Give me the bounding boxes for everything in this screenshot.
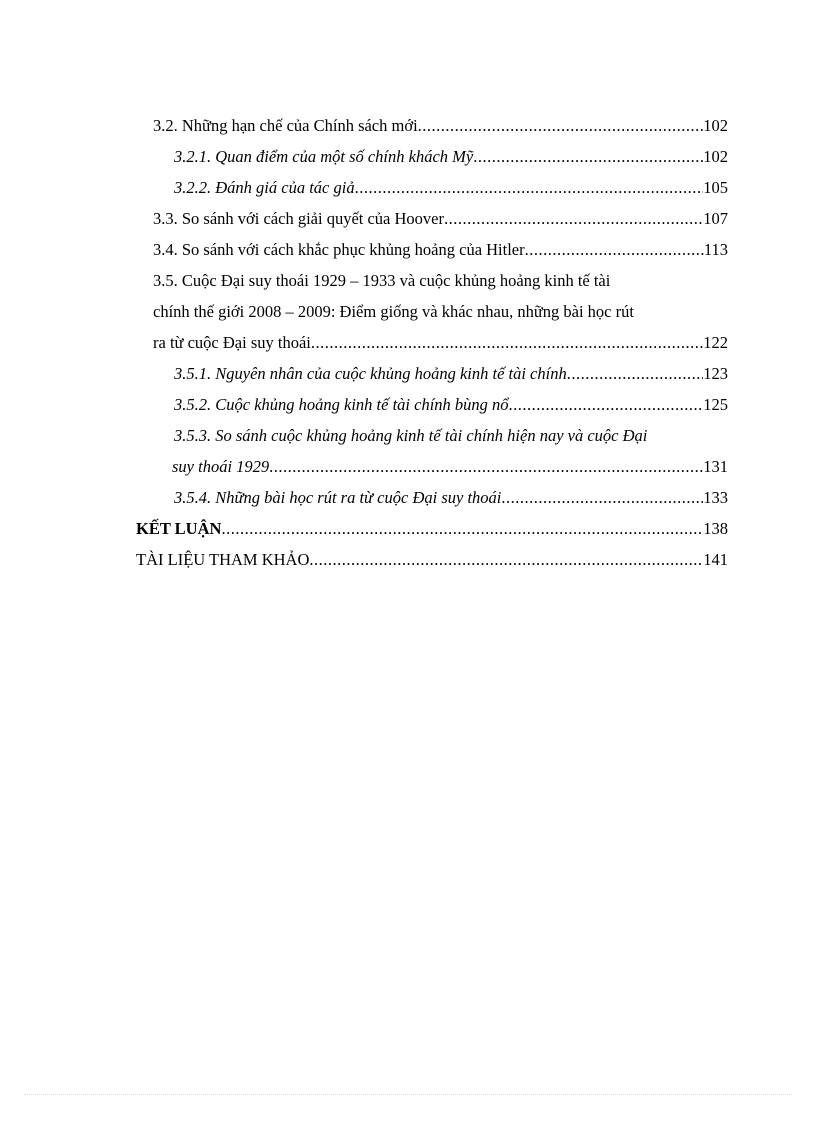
toc-leader-dots — [418, 110, 704, 141]
toc-entry-title: 3.4. So sánh với cách khắc phục khủng hoảng của Hitler — [153, 240, 525, 259]
toc-entry — [136, 110, 728, 141]
toc-entry — [136, 141, 728, 172]
toc-entry — [136, 544, 728, 575]
toc-page-number: 131 — [703, 457, 728, 476]
toc-page-number: 107 — [703, 209, 728, 228]
toc-entry-title: ra từ cuộc Đại suy thoái — [153, 333, 311, 352]
toc-entry — [136, 482, 728, 513]
toc-page-number: 123 — [703, 364, 728, 383]
toc-entry-title: 3.2.2. Đánh giá của tác giả — [174, 178, 355, 197]
toc-entry-title: 3.5.2. Cuộc khủng hoảng kinh tế tài chính bùng nổ — [174, 395, 509, 414]
toc-leader-dots — [355, 172, 704, 203]
toc-entry — [136, 451, 728, 482]
toc-entry — [136, 234, 728, 265]
toc-leader-dots — [221, 513, 703, 544]
toc-entry-title: KẾT LUẬN — [136, 519, 222, 538]
toc-entry-title: 3.5.4. Những bài học rút ra từ cuộc Đại suy thoái — [174, 488, 502, 507]
toc-leader-dots — [509, 389, 704, 420]
toc-entry-title: suy thoái 1929 — [172, 457, 270, 476]
toc-entry-title: 3.2.1. Quan điểm của một số chính khách Mỹ — [174, 147, 474, 166]
toc-entry — [136, 513, 728, 544]
toc-entry — [136, 389, 728, 420]
toc-leader-dots — [567, 358, 704, 389]
toc-entry-title: 3.5.1. Nguyên nhân của cuộc khủng hoảng kinh tế tài chính — [174, 364, 567, 383]
toc-page-number: 122 — [703, 333, 728, 352]
toc-entry-line: 3.5.3. So sánh cuộc khủng hoảng kinh tế tài chính hiện nay và cuộc Đại — [174, 426, 648, 445]
toc-entry — [136, 203, 728, 234]
toc-entry — [136, 327, 728, 358]
toc-entry-title: TÀI LIỆU THAM KHẢO — [136, 550, 310, 569]
page-bottom-divider — [24, 1094, 792, 1095]
table-of-contents — [136, 110, 728, 575]
toc-entry-title: 3.3. So sánh với cách giải quyết của Hoover — [153, 209, 444, 228]
toc-leader-dots — [311, 327, 703, 358]
toc-page-number: 125 — [703, 395, 728, 414]
toc-entry-line: chính thế giới 2008 – 2009: Điểm giống và khác nhau, những bài học rút — [153, 302, 634, 321]
toc-page-number: 105 — [703, 178, 728, 197]
toc-leader-dots — [444, 203, 703, 234]
toc-page-number: 102 — [703, 147, 728, 166]
toc-page-number: 113 — [703, 240, 728, 259]
toc-entry-title: 3.2. Những hạn chế của Chính sách mới — [153, 116, 418, 135]
toc-page-number: 138 — [703, 519, 728, 538]
toc-leader-dots — [525, 234, 704, 265]
toc-entry-line: 3.5. Cuộc Đại suy thoái 1929 – 1933 và cuộc khủng hoảng kinh tế tài — [153, 271, 611, 290]
toc-leader-dots — [501, 482, 703, 513]
toc-leader-dots — [269, 451, 703, 482]
toc-leader-dots — [309, 544, 703, 575]
toc-page-number: 141 — [703, 550, 728, 569]
toc-leader-dots — [473, 141, 703, 172]
toc-page-number: 133 — [703, 488, 728, 507]
toc-entry — [136, 358, 728, 389]
toc-entry — [136, 172, 728, 203]
toc-page-number: 102 — [703, 116, 728, 135]
